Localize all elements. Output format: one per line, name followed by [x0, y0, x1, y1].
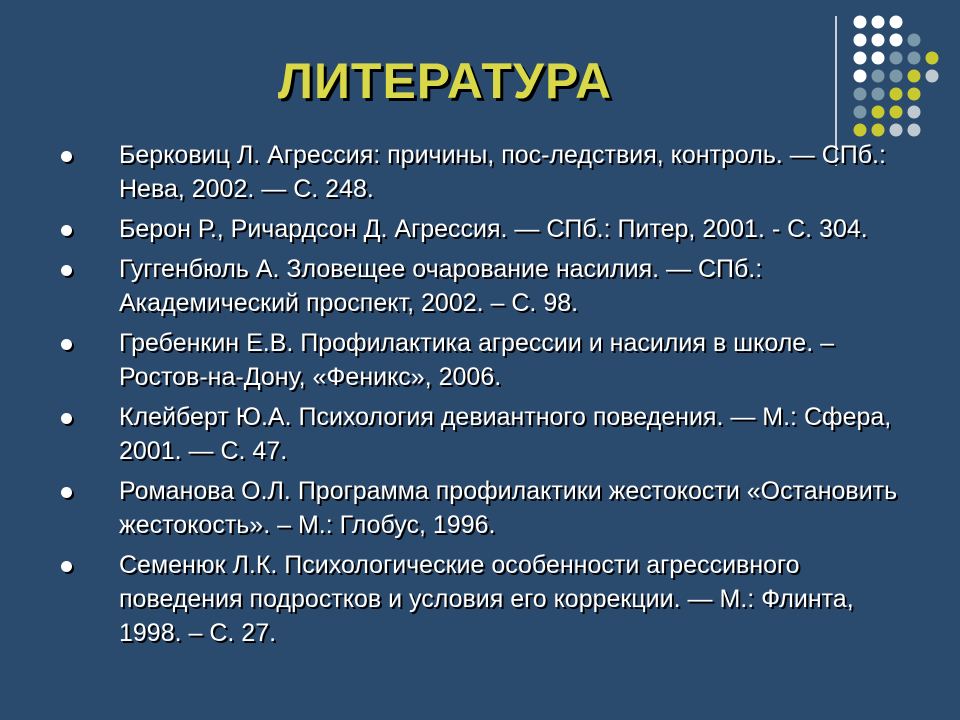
decorative-dot: [872, 16, 885, 29]
decorative-dot: [854, 16, 867, 29]
decorative-dot: [908, 106, 921, 119]
decorative-dot: [890, 88, 903, 101]
decorative-dot: [908, 70, 921, 83]
decorative-dot: [872, 124, 885, 137]
reference-text: Берон Р., Ричардсон Д. Агрессия. — СПб.: Питер, 2001. - С. 304.: [119, 215, 868, 243]
reference-text: Берковиц Л. Агрессия: причины, пос-ледствия, контроль. — СПб.: Нева, 2002. — С. 248.: [119, 141, 886, 203]
slide-title: ЛИТЕРАТУРА: [277, 53, 613, 109]
bullet-icon: [61, 561, 72, 572]
reference-item-3: [0, 252, 940, 320]
decorative-dot: [908, 88, 921, 101]
decorative-dot: [872, 34, 885, 47]
reference-item-4: [0, 326, 940, 394]
reference-text: Клейберт Ю.А. Психология девиантного поведения. — М.: Сфера, 2001. — С. 47.: [119, 403, 892, 465]
decorative-dot: [890, 124, 903, 137]
decorative-dot: [890, 16, 903, 29]
reference-text: Семенюк Л.К. Психологические особенности агрессивного поведения подростков и условия его коррекции. — М.: Флинта, 1998. – С. 27.: [119, 551, 854, 647]
bullet-icon: [61, 487, 72, 498]
decorative-dot: [890, 70, 903, 83]
decorative-dot: [908, 34, 921, 47]
reference-list: [0, 138, 940, 656]
reference-text: Романова О.Л. Программа профилактики жестокости «Остановить жестокость». – М.: Глобус, 1996.: [119, 477, 898, 539]
reference-item-5: [0, 400, 940, 468]
decorative-dot: [854, 34, 867, 47]
decorative-dot: [890, 52, 903, 65]
bullet-icon: [61, 225, 72, 236]
decorative-dot: [908, 124, 921, 137]
reference-item-1: [0, 138, 940, 206]
decorative-dot: [890, 34, 903, 47]
reference-text: Гребенкин Е.В. Профилактика агрессии и насилия в школе. – Ростов-на-Дону, «Феникс», 2006.: [119, 329, 834, 391]
reference-item-7: [0, 548, 940, 650]
reference-item-2: [0, 212, 940, 246]
decorative-dot: [890, 106, 903, 119]
decorative-dot: [926, 52, 939, 65]
reference-text: Гуггенбюль А. Зловещее очарование насилия. — СПб.: Академический проспект, 2002. – С. 98.: [119, 255, 763, 317]
bullet-icon: [61, 339, 72, 350]
bullet-icon: [61, 413, 72, 424]
bullet-icon: [61, 151, 72, 162]
decorative-dot: [926, 70, 939, 83]
decorative-dot: [908, 52, 921, 65]
reference-item-6: [0, 474, 940, 542]
bullet-icon: [61, 265, 72, 276]
decorative-dot: [854, 124, 867, 137]
